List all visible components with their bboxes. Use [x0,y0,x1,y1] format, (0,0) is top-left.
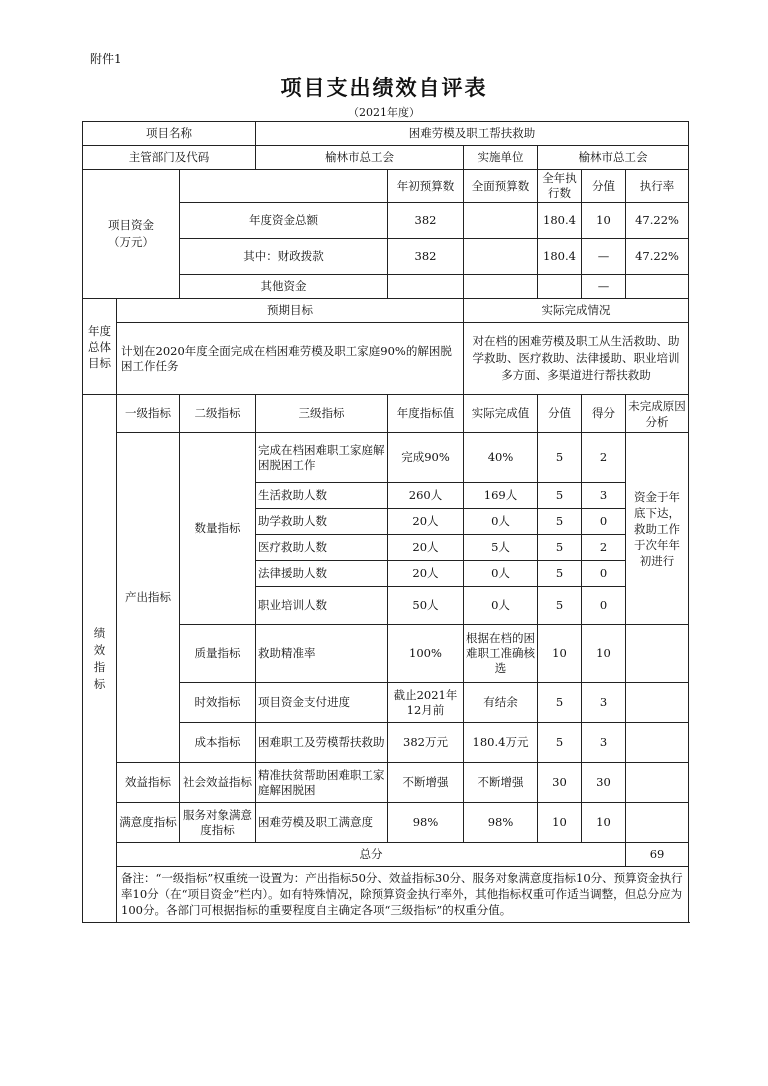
target-value: 98% [388,803,464,843]
quantity-label: 数量指标 [180,433,256,625]
points-value: 10 [582,803,626,843]
funds-row-score: 10 [582,203,626,239]
total-points: 69 [626,843,689,867]
funds-row-full [464,239,538,275]
impl-label: 实施单位 [464,146,538,170]
l3-indicator: 职业培训人数 [256,587,388,625]
goals-label-text: 年度总体目标 [88,323,111,370]
indicators-label-text: 绩效指标 [93,625,106,691]
note: 备注：“一级指标”权重统一设置为：产出指标50分、效益指标30分、服务对象满意度指标10分、预算资金执行率10分（在“项目资金”栏内）。如有特殊情况，除预算资金执行率外，其他指标权重可作适当调整，但总分应为100分。各部门可根据指标的重要程度自主确定各项“三级指标”的权重分值。 [117,867,689,923]
score-value: 30 [538,763,582,803]
actual-header: 实际完成情况 [464,299,689,323]
funds-row-rate: 47.22% [626,239,689,275]
funds-row-full [464,275,538,299]
funds-row-name: 其中：财政拨款 [180,239,388,275]
attachment-label: 附件1 [90,52,122,66]
funds-row-rate [626,275,689,299]
score-value: 10 [538,803,582,843]
target-value: 260人 [388,483,464,509]
points-value: 2 [582,535,626,561]
satisfaction-label: 满意度指标 [117,803,180,843]
actual-value: 0人 [464,587,538,625]
self-evaluation-table [82,121,689,923]
header-target: 年度指标值 [388,395,464,433]
l3-indicator: 救助精准率 [256,625,388,683]
funds-row-score: — [582,239,626,275]
target-value: 完成90% [388,433,464,483]
target-value: 100% [388,625,464,683]
header-l2: 二级指标 [180,395,256,433]
funds-row-name: 年度资金总额 [180,203,388,239]
dept-value: 榆林市总工会 [256,146,464,170]
funds-header-full: 全面预算数 [464,170,538,203]
score-value: 5 [538,683,582,723]
timeliness-label: 时效指标 [180,683,256,723]
funds-header-initial: 年初预算数 [388,170,464,203]
score-value: 10 [538,625,582,683]
score-value: 5 [538,535,582,561]
expected-header: 预期目标 [117,299,464,323]
target-value: 不断增强 [388,763,464,803]
l3-indicator: 项目资金支付进度 [256,683,388,723]
actual-value: 0人 [464,509,538,535]
reason-blank [626,763,689,803]
l3-indicator: 法律援助人数 [256,561,388,587]
project-name-value: 困难劳模及职工帮扶救助 [256,122,689,146]
funds-row-exec: 180.4 [538,203,582,239]
points-value: 10 [582,625,626,683]
l3-indicator: 医疗救助人数 [256,535,388,561]
l3-indicator: 精准扶贫帮助困难职工家庭解困脱困 [256,763,388,803]
actual-value: 5人 [464,535,538,561]
actual-value: 169人 [464,483,538,509]
page-title: 项目支出绩效自评表 [280,76,488,100]
target-value: 50人 [388,587,464,625]
actual-value: 不断增强 [464,763,538,803]
points-value: 0 [582,509,626,535]
funds-row-exec [538,275,582,299]
funds-label [83,170,180,299]
l3-indicator: 助学救助人数 [256,509,388,535]
total-label: 总分 [117,843,626,867]
social-benefit-label: 社会效益指标 [180,763,256,803]
reason-blank [626,803,689,843]
actual-value: 0人 [464,561,538,587]
header-l3: 三级指标 [256,395,388,433]
header-score: 分值 [538,395,582,433]
funds-label-text: 项目资金（万元） [108,218,154,249]
dept-label: 主管部门及代码 [83,146,256,170]
funds-header-blank [180,170,388,203]
funds-header-rate: 执行率 [626,170,689,203]
l3-indicator: 困难职工及劳模帮扶救助 [256,723,388,763]
year-label: （2021年度） [348,106,420,119]
goals-label [83,299,117,395]
funds-header-score: 分值 [582,170,626,203]
actual-value: 有结余 [464,683,538,723]
points-value: 0 [582,587,626,625]
l3-indicator: 生活救助人数 [256,483,388,509]
header-l1: 一级指标 [117,395,180,433]
funds-row-initial: 382 [388,239,464,275]
funds-row-score: — [582,275,626,299]
points-value: 30 [582,763,626,803]
l3-indicator: 完成在档困难职工家庭解困脱困工作 [256,433,388,483]
funds-header-exec: 全年执行数 [538,170,582,203]
expected-goal: 计划在2020年度全面完成在档困难劳模及职工家庭90%的解困脱困工作任务 [117,323,464,395]
reason-blank [626,625,689,683]
impl-value: 榆林市总工会 [538,146,689,170]
target-value: 截止2021年12月前 [388,683,464,723]
actual-value: 根据在档的困难职工准确核选 [464,625,538,683]
header-reason: 未完成原因分析 [626,395,689,433]
score-value: 5 [538,587,582,625]
points-value: 3 [582,483,626,509]
funds-row-name: 其他资金 [180,275,388,299]
score-value: 5 [538,509,582,535]
score-value: 5 [538,483,582,509]
actual-value: 180.4万元 [464,723,538,763]
service-satisfaction-label: 服务对象满意度指标 [180,803,256,843]
benefit-label: 效益指标 [117,763,180,803]
score-value: 5 [538,561,582,587]
points-value: 0 [582,561,626,587]
target-value: 20人 [388,535,464,561]
funds-row-initial: 382 [388,203,464,239]
points-value: 2 [582,433,626,483]
actual-value: 98% [464,803,538,843]
reason-blank [626,683,689,723]
target-value: 20人 [388,509,464,535]
points-value: 3 [582,723,626,763]
target-value: 20人 [388,561,464,587]
funds-row-initial [388,275,464,299]
funds-row-rate: 47.22% [626,203,689,239]
funds-row-exec: 180.4 [538,239,582,275]
header-points: 得分 [582,395,626,433]
actual-result: 对在档的困难劳模及职工从生活救助、助学救助、医疗救助、法律援助、职业培训多方面、多渠道进行帮扶救助 [464,323,689,395]
reason-value: 资金于年底下达，救助工作于次年年初进行 [626,433,689,625]
score-value: 5 [538,723,582,763]
funds-row-full [464,203,538,239]
target-value: 382万元 [388,723,464,763]
actual-value: 40% [464,433,538,483]
score-value: 5 [538,433,582,483]
project-name-label: 项目名称 [83,122,256,146]
header-actual: 实际完成值 [464,395,538,433]
quality-label: 质量指标 [180,625,256,683]
cost-label: 成本指标 [180,723,256,763]
reason-blank [626,723,689,763]
output-label: 产出指标 [117,433,180,763]
indicators-label [83,395,117,923]
points-value: 3 [582,683,626,723]
l3-indicator: 困难劳模及职工满意度 [256,803,388,843]
